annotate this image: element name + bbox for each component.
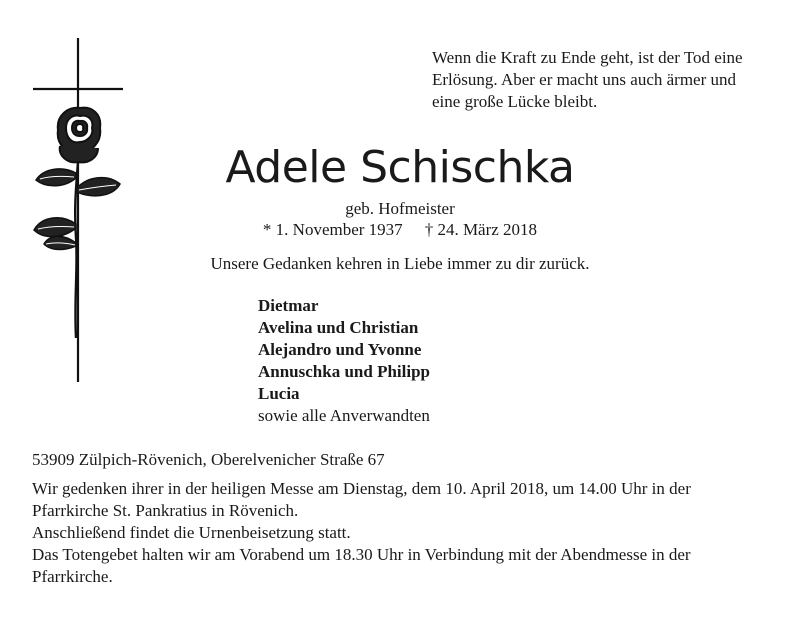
family-address: 53909 Zülpich-Rövenich, Oberelvenicher Straße 67 [32, 450, 385, 469]
deceased-name: Adele Schischka [225, 142, 575, 193]
memorial-quote [432, 47, 792, 113]
mourner-name: Annuschka und Philipp [258, 362, 430, 381]
mourner-name: Lucia [258, 384, 300, 403]
mourners-list [258, 295, 578, 427]
service-line: Anschließend findet die Urnenbeisetzung statt. [32, 523, 351, 542]
life-dates [0, 219, 800, 241]
service-line: Das Totengebet halten wir am Vorabend um 18.30 Uhr in Verbindung mit der Abendmesse in der [32, 545, 691, 564]
service-line: Wir gedenken ihrer in der heiligen Messe am Dienstag, dem 10. April 2018, um 14.00 Uhr in der [32, 479, 691, 498]
quote-line: Wenn die Kraft zu Ende geht, ist der Tod eine [432, 48, 743, 67]
maiden-name: geb. Hofmeister [345, 199, 455, 218]
death-date: † 24. März 2018 [424, 220, 538, 239]
quote-line: eine große Lücke bleibt. [432, 92, 598, 111]
service-info [32, 478, 772, 588]
service-line: Pfarrkirche St. Pankratius in Rövenich. [32, 501, 299, 520]
quote-line: Erlösung. Aber er macht uns auch ärmer und [432, 70, 737, 89]
motto-line: Unsere Gedanken kehren in Liebe immer zu dir zurück. [210, 254, 590, 273]
service-line: Pfarrkirche. [32, 567, 113, 586]
birth-date: * 1. November 1937 [262, 220, 403, 239]
mourner-name: Alejandro und Yvonne [258, 340, 422, 359]
mourners-others: sowie alle Anverwandten [258, 406, 430, 425]
mourner-name: Avelina und Christian [258, 318, 419, 337]
mourner-name: Dietmar [258, 296, 319, 315]
deceased-name-heading [0, 142, 800, 194]
